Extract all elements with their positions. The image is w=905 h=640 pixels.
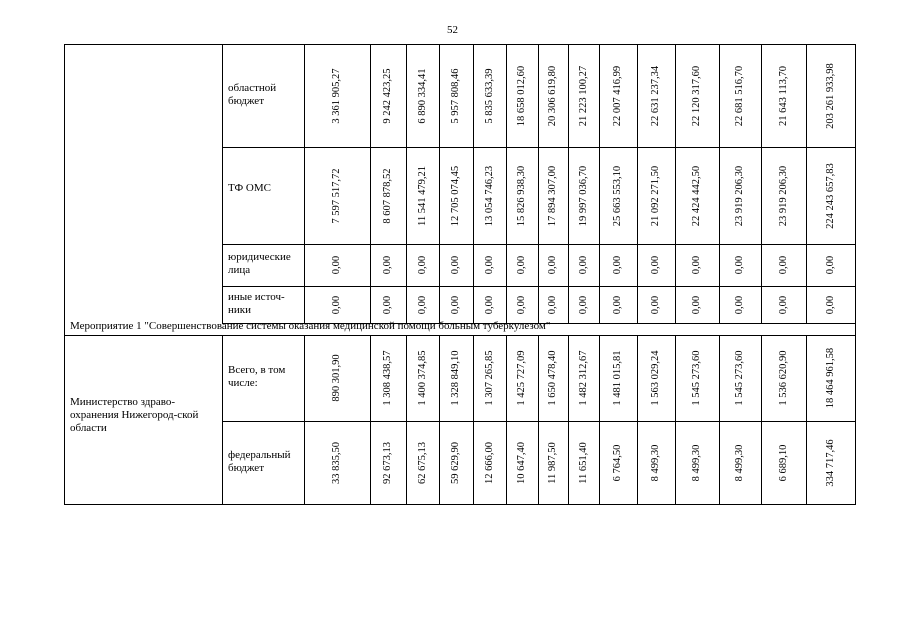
grid-line	[806, 44, 807, 323]
grid-line	[222, 335, 223, 505]
value-cell: 13 054 746,23	[483, 165, 495, 226]
grid-line	[675, 335, 676, 505]
value-cell: 21 223 100,27	[577, 65, 589, 126]
value-cell: 1 482 312,67	[577, 350, 589, 406]
grid-line	[222, 147, 856, 148]
grid-line	[222, 286, 856, 287]
value-cell: 11 987,50	[546, 442, 558, 484]
value-cell: 23 919 206,30	[733, 165, 745, 226]
value-cell: 22 681 516,70	[733, 65, 745, 126]
grid-line	[222, 44, 223, 323]
value-cell: 1 481 015,81	[611, 350, 623, 406]
grid-line	[761, 44, 762, 323]
value-cell: 1 563 029,24	[649, 350, 661, 406]
grid-line	[506, 44, 507, 323]
value-cell: 59 629,90	[449, 442, 461, 484]
grid-line	[222, 421, 856, 422]
value-cell: 1 650 478,40	[546, 350, 558, 406]
value-cell: 0,00	[824, 255, 836, 275]
grid-line	[761, 335, 762, 505]
value-cell: 1 545 273,60	[690, 350, 702, 406]
grid-line	[538, 44, 539, 323]
value-cell: 0,00	[483, 255, 495, 275]
event-title: Мероприятие 1 "Совершенствование системы оказания медицинской помощи больным туберкулезом"	[70, 320, 551, 332]
value-cell: 22 631 237,34	[649, 65, 661, 126]
value-cell: 0,00	[546, 295, 558, 314]
value-cell: 0,00	[416, 255, 428, 275]
value-cell: 1 425 727,09	[515, 350, 527, 406]
value-cell: 8 607 878,52	[381, 167, 393, 224]
value-cell: 203 261 933,98	[824, 62, 836, 129]
value-cell: 0,00	[777, 255, 789, 275]
value-cell: 22 007 416,99	[611, 65, 623, 126]
page-number: 52	[447, 24, 458, 36]
value-cell: 8 499,30	[649, 444, 661, 482]
grid-line	[599, 44, 600, 323]
value-cell: 0,00	[777, 295, 789, 314]
grid-line	[568, 44, 569, 323]
value-cell: 20 306 619,80	[546, 65, 558, 126]
value-cell: 21 643 113,70	[777, 65, 789, 126]
value-cell: 1 400 374,85	[416, 350, 428, 406]
value-cell: 8 499,30	[733, 444, 745, 482]
grid-line	[719, 335, 720, 505]
row-label: юридические лица	[228, 251, 291, 276]
value-cell: 0,00	[577, 255, 589, 275]
value-cell: 5 835 633,39	[483, 67, 495, 124]
value-cell: 7 597 517,72	[330, 167, 342, 224]
executor-label: Министерство здраво-охранения Нижегород-ской области	[70, 396, 199, 434]
grid-line	[675, 44, 676, 323]
value-cell: 92 673,13	[381, 442, 393, 484]
grid-line	[568, 335, 569, 505]
grid-line	[406, 335, 407, 505]
value-cell: 224 243 657,83	[824, 162, 836, 229]
value-cell: 0,00	[449, 295, 461, 314]
row-label: иные источ-ники	[228, 290, 285, 316]
value-cell: 15 826 938,30	[515, 165, 527, 226]
grid-line	[599, 335, 600, 505]
value-cell: 0,00	[416, 295, 428, 314]
value-cell: 1 545 273,60	[733, 350, 745, 406]
value-cell: 18 464 961,58	[824, 347, 836, 409]
value-cell: 0,00	[546, 255, 558, 275]
value-cell: 0,00	[483, 295, 495, 314]
value-cell: 0,00	[449, 255, 461, 275]
grid-line	[370, 44, 371, 323]
value-cell: 0,00	[381, 295, 393, 314]
value-cell: 12 666,00	[483, 442, 495, 484]
value-cell: 1 328 849,10	[449, 350, 461, 406]
value-cell: 6 890 334,41	[416, 67, 428, 124]
value-cell: 0,00	[824, 295, 836, 314]
row-label: ТФ ОМС	[228, 181, 271, 194]
value-cell: 0,00	[330, 295, 342, 314]
value-cell: 0,00	[381, 255, 393, 275]
value-cell: 6 764,50	[611, 444, 623, 482]
value-cell: 5 957 808,46	[449, 67, 461, 124]
value-cell: 22 424 442,50	[690, 165, 702, 226]
value-cell: 1 308 438,57	[381, 350, 393, 406]
value-cell: 0,00	[515, 255, 527, 275]
value-cell: 1 536 620,90	[777, 350, 789, 406]
budget-table	[64, 44, 856, 505]
grid-line	[719, 44, 720, 323]
value-cell: 0,00	[577, 295, 589, 314]
grid-line	[637, 335, 638, 505]
grid-line	[473, 335, 474, 505]
value-cell: 25 663 553,10	[611, 165, 623, 226]
value-cell: 11 541 479,21	[416, 165, 428, 226]
row-label: областной бюджет	[228, 81, 277, 107]
value-cell: 21 092 271,50	[649, 165, 661, 226]
grid-line	[637, 44, 638, 323]
row-label: федеральный бюджет	[228, 449, 291, 474]
value-cell: 0,00	[611, 295, 623, 314]
value-cell: 0,00	[690, 295, 702, 314]
value-cell: 18 658 012,60	[515, 65, 527, 126]
value-cell: 890 301,90	[330, 354, 342, 402]
value-cell: 23 919 206,30	[777, 165, 789, 226]
value-cell: 33 835,50	[330, 442, 342, 484]
value-cell: 334 717,46	[824, 439, 836, 487]
value-cell: 11 651,40	[577, 442, 589, 484]
grid-line	[370, 335, 371, 505]
value-cell: 0,00	[733, 255, 745, 275]
grid-line	[506, 335, 507, 505]
value-cell: 12 705 074,45	[449, 165, 461, 226]
value-cell: 3 361 905,27	[330, 67, 342, 124]
value-cell: 8 499,30	[690, 444, 702, 482]
grid-line	[439, 335, 440, 505]
value-cell: 9 242 423,25	[381, 67, 393, 124]
grid-line	[64, 335, 856, 336]
grid-line	[473, 44, 474, 323]
row-label: Всего, в том числе:	[228, 364, 286, 389]
value-cell: 19 997 036,70	[577, 165, 589, 226]
grid-line	[439, 44, 440, 323]
value-cell: 22 120 317,60	[690, 65, 702, 126]
value-cell: 0,00	[611, 255, 623, 275]
value-cell: 6 689,10	[777, 444, 789, 482]
value-cell: 0,00	[330, 255, 342, 275]
grid-line	[406, 44, 407, 323]
value-cell: 0,00	[649, 255, 661, 275]
grid-line	[806, 335, 807, 505]
value-cell: 62 675,13	[416, 442, 428, 484]
value-cell: 0,00	[733, 295, 745, 314]
value-cell: 0,00	[690, 255, 702, 275]
value-cell: 0,00	[649, 295, 661, 314]
grid-line	[538, 335, 539, 505]
value-cell: 17 894 307,00	[546, 165, 558, 226]
value-cell: 0,00	[515, 295, 527, 314]
grid-line	[304, 44, 305, 323]
value-cell: 1 307 265,85	[483, 350, 495, 406]
grid-line	[304, 335, 305, 505]
grid-line	[222, 244, 856, 245]
value-cell: 10 647,40	[515, 442, 527, 484]
